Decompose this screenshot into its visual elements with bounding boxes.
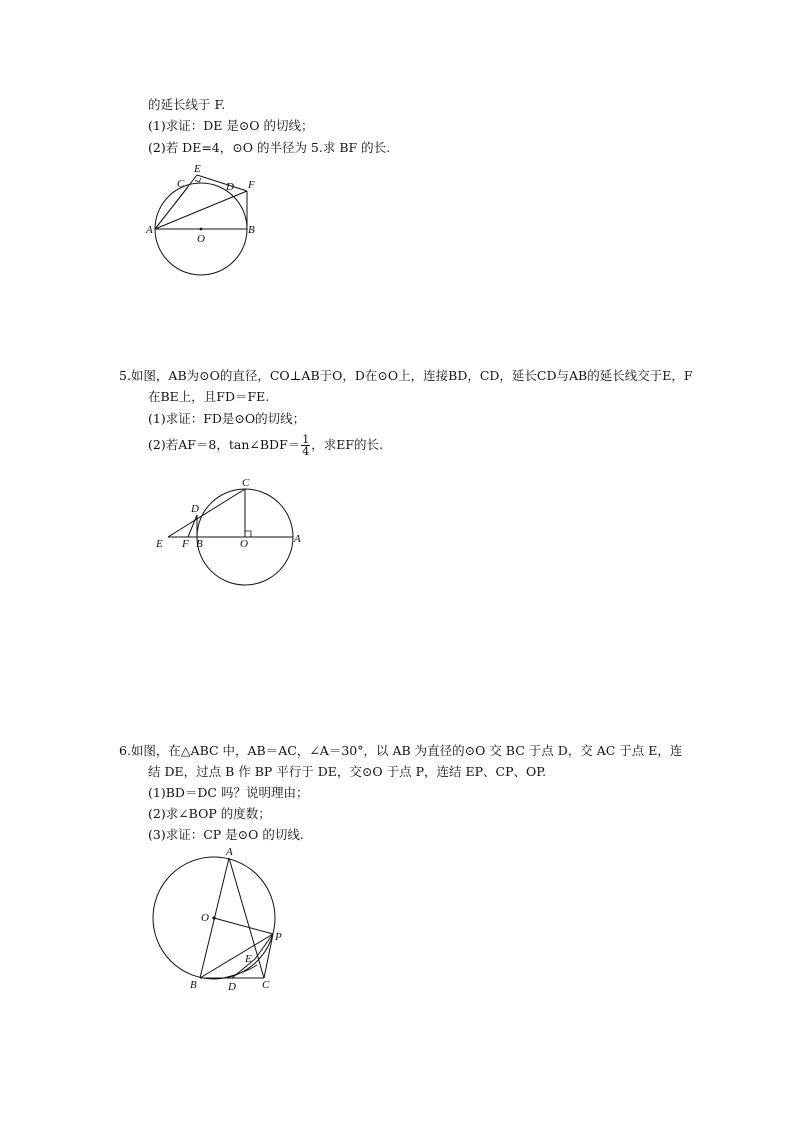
p6-label-o: O — [201, 912, 209, 924]
p6-question-3: (3)求证：CP 是⊙O 的切线. — [148, 827, 304, 842]
p5-question-2 — [148, 434, 383, 457]
p4-label-f: F — [248, 179, 255, 191]
p5-fraction — [301, 434, 310, 457]
p4-label-o: O — [197, 233, 205, 245]
p5-label-o: O — [240, 538, 248, 550]
p6-label-p: P — [275, 931, 282, 943]
p4-figure — [140, 160, 270, 280]
p5-label-e: E — [156, 538, 163, 550]
p5-fraction-numerator: 1 — [302, 433, 310, 446]
p4-line-1: 的延长线于 F. — [148, 97, 226, 112]
p4-label-c: C — [177, 178, 185, 190]
p5-statement-1: 5.如图，AB为⊙O的直径，CO⊥AB于O，D在⊙O上，连接BD，CD，延长CD与AB的延长线交于E，F — [119, 368, 693, 383]
p6-label-c: C — [262, 979, 270, 991]
p6-question-1: (1)BD＝DC 吗？说明理由； — [148, 785, 309, 800]
p5-label-b: B — [196, 538, 203, 550]
p6-label-b: B — [190, 979, 197, 991]
p5-figure — [150, 475, 310, 590]
p5-question-2-text: (2)若AF＝8，tan∠BDF＝ — [148, 437, 301, 452]
p6-label-d: D — [228, 981, 236, 993]
p4-label-b: B — [248, 224, 255, 236]
p4-label-e: E — [194, 163, 201, 175]
p5-question-2-tail: ，求EF的长. — [311, 437, 384, 452]
p5-label-f: F — [182, 538, 189, 550]
p4-label-a: A — [146, 224, 153, 236]
p5-question-1: (1)求证：FD是⊙O的切线； — [148, 411, 306, 426]
p5-statement-2: 在BE上，且FD＝FE. — [148, 389, 270, 404]
p6-label-e: E — [245, 953, 252, 965]
p6-question-2: (2)求∠BOP 的度数； — [148, 806, 271, 821]
p4-question-1: (1)求证：DE 是⊙O 的切线； — [148, 118, 314, 133]
p6-statement-1: 6.如图，在△ABC 中，AB＝AC，∠A＝30°，以 AB 为直径的⊙O 交 BC 于点 D，交 AC 于点 E，连 — [119, 743, 683, 758]
p5-label-d: D — [191, 503, 199, 515]
p4-question-2: (2)若 DE=4，⊙O 的半径为 5.求 BF 的长. — [148, 140, 391, 155]
p6-figure — [145, 843, 295, 993]
p5-label-c: C — [242, 477, 250, 489]
p4-label-d: D — [226, 181, 234, 193]
p6-statement-2: 结 DE，过点 B 作 BP 平行于 DE，交⊙O 于点 P，连结 EP、CP、OP. — [148, 764, 547, 779]
p5-label-a: A — [294, 533, 301, 545]
p6-label-a: A — [226, 846, 233, 858]
p5-fraction-denominator: 4 — [302, 445, 310, 458]
